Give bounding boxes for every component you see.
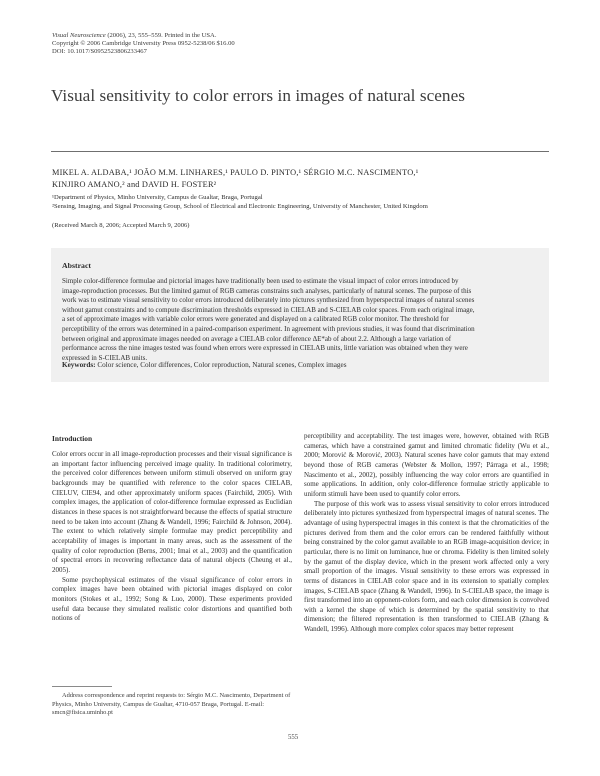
intro-paragraph-2: Some psychophysical estimates of the visual significance of color errors in complex images have been obtained with pictorial images displayed on color monitors (Stokes et al., 1992; Song & Luo, 2000). These experiments provided useful data because they simulated realistic color distortions and quantified both notions of	[52, 575, 292, 623]
author-line-1: MIKEL A. ALDABA,¹ JOÃO M.M. LINHARES,¹ PAULO D. PINTO,¹ SÉRGIO M.C. NASCIMENTO,¹	[52, 168, 419, 177]
journal-citation-line	[52, 32, 235, 40]
intro-paragraph-1: Color errors occur in all image-reproduction processes and their visual significance is an important factor influencing perceived image quality. In traditional colorimetry, the perceived color differences between uniform stimuli observed on uniform gray backgrounds may be quantified with reference to the color spaces CIELAB, CIELUV, CIE94, and other approximately uniform spaces (Fairchild, 2005). With complex images, the application of color-difference formulae expressed as Euclidian distances in these spaces is not straightforward because the effects of spatial structure need to be taken into account (Zhang & Wandell, 1996; Fairchild & Johnson, 2004). The extent to which relatively simple formulae may predict perceptibility and acceptability of images is important in many areas, such as the assessment of the quality of color reproduction (Berns, 2001; Imai et al., 2003) and the quantification of spectral errors in recovering reflectance data of natural objects (Cheung et al., 2005).	[52, 450, 292, 574]
author-list	[52, 167, 532, 192]
received-accepted-dates: (Received March 8, 2006; Accepted March 9, 2006)	[52, 222, 190, 229]
intro-paragraph-4: The purpose of this work was to assess visual sensitivity to color errors introduced deliberately into pictures synthesized from hyperspectral images of natural scenes. The advantage of using hyperspectral images in this context is that the chromaticities of the pictures derived from them and the color errors can be rendered faithfully without being constrained by the color gamut available to an RGB image-acquisition device; in particular, there is no limit on luminance, hue or chroma. Fidelity is then limited solely by the gamut of the display device, which in the present work affected only a very small proportion of the images. Visual sensitivity to these errors was expressed in terms of distances in CIELAB color space and in its extension to spatially complex images, S-CIELAB space (Zhang & Wandell, 1996). In S-CIELAB space, the image is first transformed into an opponent-colors form, and each color dimension is convolved with a kernel the shape of which is determined by the spatial sensitivity to that dimension; the filtered representation is then transformed to CIELAB (Zhang & Wandell, 1996). Although more complex color spaces may better represent	[304, 499, 549, 634]
body-column-left	[52, 450, 292, 624]
journal-header	[52, 32, 235, 56]
affiliations	[52, 194, 542, 211]
body-column-right	[304, 432, 549, 635]
abstract-heading: Abstract	[62, 261, 92, 270]
footnote-divider	[52, 686, 112, 687]
keywords-label: Keywords:	[62, 361, 96, 369]
abstract-text: Simple color-difference formulae and pictorial images have traditionally been used to estimate the visual impact of color errors introduced by image-reproduction processes. But the limited gamut of RGB cameras constrains such analyses, particularly of natural scenes. The purpose of this work was to estimate visual sensitivity to color errors introduced deliberately into pictures synthesized from hyperspectral images of natural scenes without gamut constraints and to compute discrimination thresholds expressed in CIELAB and S-CIELAB color spaces. From each original image, a set of approximate images with variable color errors were generated and displayed on a calibrated RGB color monitor. The threshold for perceptibility of the errors was determined in a paired-comparison experiment. In agreement with previous studies, it was found that discrimination between original and approximate images needed on average a CIELAB color difference ΔE*ab of about 2.2. Although a large variation of performance across the nine images tested was found when errors were expressed in CIELAB units, little variation was obtained when they were expressed in S-CIELAB units.	[62, 277, 475, 362]
journal-citation: (2006), 23, 555–559. Printed in the USA.	[107, 32, 217, 39]
page-number: 555	[288, 734, 299, 741]
title-divider	[51, 151, 549, 152]
affiliation-2: ²Sensing, Imaging, and Signal Processing Group, School of Electrical and Electronic Engineering, University of Manchester, United Kingdom	[52, 202, 428, 210]
doi-line: DOI: 10.1017/S0952523806233467	[52, 48, 147, 55]
author-line-2: KINJIRO AMANO,² and DAVID H. FOSTER²	[52, 180, 217, 190]
affiliation-1: ¹Department of Physics, Minho University, Campus de Gualtar, Braga, Portugal	[52, 194, 263, 201]
correspondence-footnote: Address correspondence and reprint requests to: Sérgio M.C. Nascimento, Department of Physics, Minho University, Campus de Gualtar, 4710-057 Braga, Portugal. E-mail: smcn@fisica.uminho.pt	[52, 692, 291, 717]
keywords-text: Color science, Color differences, Color reproduction, Natural scenes, Complex images	[97, 361, 347, 369]
intro-paragraph-3: perceptibility and acceptability. The test images were, however, obtained with RGB cameras, which have a constrained gamut and limited chromatic fidelity (Wu et al., 2000; Morović & Morović, 2003). Natural scenes have color gamuts that may extend beyond those of RGB cameras (Webster & Mollon, 1997; Párraga et al., 1998; Nascimento et al., 2002), possibly influencing the way color errors are quantified in some applications. In addition, only color-difference formulae strictly applicable to uniform stimuli have been used to quantify color errors.	[304, 432, 549, 498]
introduction-heading: Introduction	[52, 434, 93, 443]
keywords	[62, 361, 347, 369]
article-title: Visual sensitivity to color errors in images of natural scenes	[51, 86, 465, 105]
journal-name: Visual Neuroscience	[52, 32, 106, 39]
copyright-line: Copyright © 2006 Cambridge University Press 0952-5238/06 $16.00	[52, 40, 235, 47]
